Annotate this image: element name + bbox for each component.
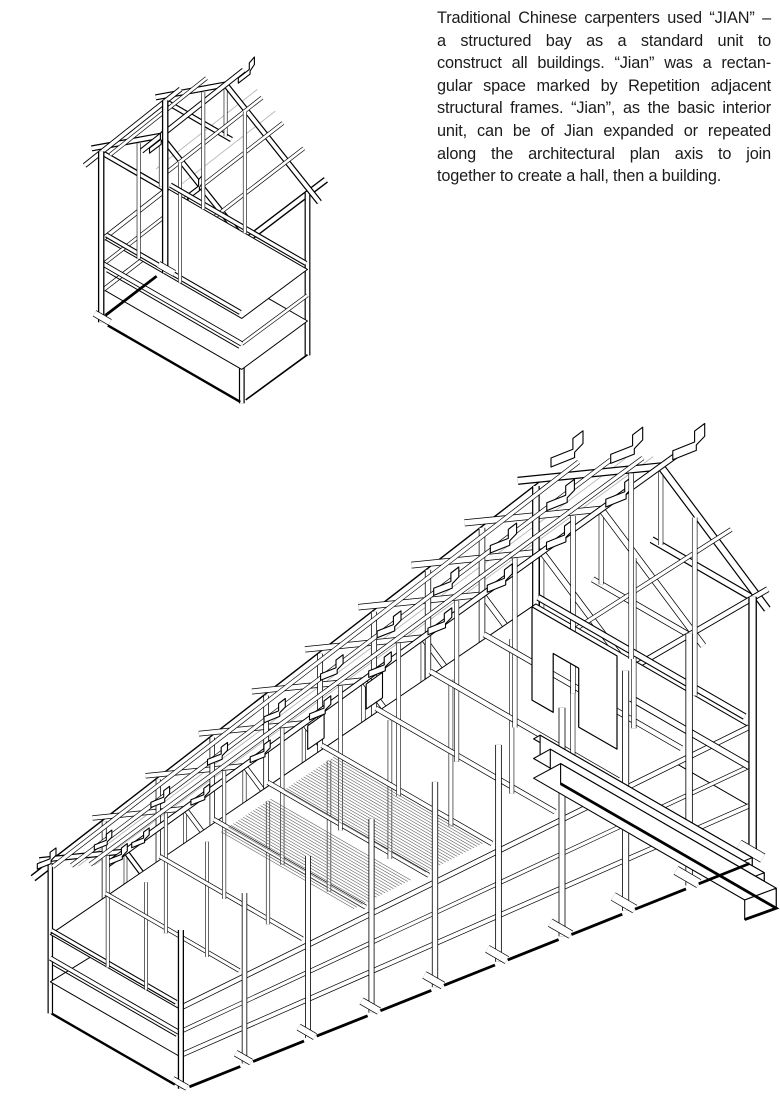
description-line: unit, can be of Jian expanded or repeated: [437, 121, 771, 140]
description-line: along the architectural plan axis to join: [437, 144, 771, 163]
description-text: [437, 7, 771, 188]
description-line: gular space marked by Repetition adjacent: [437, 76, 771, 95]
description-line: a structured bay as a standard unit to: [437, 31, 771, 50]
description-line: structural frames. “Jian”, as the basic interior: [437, 99, 771, 118]
description-line: together to create a hall, then a building.: [437, 167, 722, 186]
description-line: construct all buildings. “Jian” was a rectan-: [437, 54, 771, 73]
jian-hall-figure: [33, 424, 776, 1089]
single-jian-figure: [85, 57, 326, 403]
description-line: Traditional Chinese carpenters used “JIAN” –: [437, 9, 771, 27]
